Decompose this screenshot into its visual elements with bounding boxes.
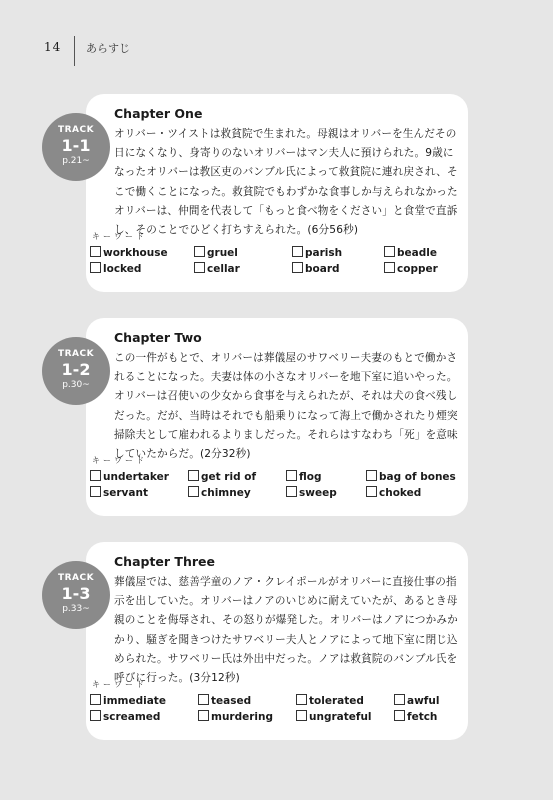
checkbox-icon[interactable] — [384, 262, 395, 273]
keyword-checkbox[interactable]: bag of bones — [366, 470, 456, 483]
track-card-3 — [86, 542, 468, 740]
keyword-checkbox[interactable]: tolerated — [296, 694, 364, 707]
checkbox-icon[interactable] — [394, 710, 405, 721]
checkbox-icon[interactable] — [366, 470, 377, 481]
checkbox-icon[interactable] — [198, 694, 209, 705]
track-card-1 — [86, 94, 468, 292]
header-divider — [74, 36, 75, 66]
checkbox-icon[interactable] — [292, 262, 303, 273]
checkbox-icon[interactable] — [188, 486, 199, 497]
chapter-title: Chapter Three — [114, 554, 215, 569]
keyword-checkbox[interactable]: copper — [384, 262, 438, 275]
checkbox-icon[interactable] — [292, 246, 303, 257]
checkbox-icon[interactable] — [188, 470, 199, 481]
keyword-checkbox[interactable]: board — [292, 262, 340, 275]
page-number: 14 — [44, 40, 62, 54]
checkbox-icon[interactable] — [198, 710, 209, 721]
keyword-checkbox[interactable]: awful — [394, 694, 439, 707]
checkbox-icon[interactable] — [194, 262, 205, 273]
section-title: あらすじ — [86, 42, 130, 55]
checkbox-icon[interactable] — [90, 262, 101, 273]
chapter-summary: この一件がもとで、オリバーは葬儀屋のサワベリー夫妻のもとで働かされることになった。夫妻は体の小さなオリバーを地下室に追いやった。オリバーは召使いの少女から食事を与えられたが、それは犬の食べ残しだった。だが、当時はそれでも船乗りになって海上で働かされたり煙突掃除夫として雇われるよりましだった。それらはすなわち「死」を意味していたからだ。(2分32秒) — [114, 352, 458, 461]
checkbox-icon[interactable] — [296, 694, 307, 705]
keyword-checkbox[interactable]: immediate — [90, 694, 166, 707]
chapter-summary: オリバー・ツイストは救貧院で生まれた。母親はオリバーを生んだその日になくなり、身寄りのないオリバーはマン夫人に預けられた。9歳になったオリバーは教区吏のバンブル氏によって救貧院に連れ戻され、そこで働くことになった。救貧院でもわずかな食事しか与えられなかったオリバーは、仲間を代表して「もっと食べ物をください」と食堂で直訴し、そのことでひどく打ちすえられた。(6分56秒) — [114, 128, 458, 237]
keyword-checkbox[interactable]: beadle — [384, 246, 437, 259]
checkbox-icon[interactable] — [90, 710, 101, 721]
keyword-checkbox[interactable]: sweep — [286, 486, 337, 499]
keyword-checkbox[interactable]: locked — [90, 262, 141, 275]
checkbox-icon[interactable] — [90, 246, 101, 257]
chapter-title: Chapter Two — [114, 330, 202, 345]
checkbox-icon[interactable] — [194, 246, 205, 257]
keyword-label: キーワード — [92, 680, 147, 689]
checkbox-icon[interactable] — [384, 246, 395, 257]
checkbox-icon[interactable] — [90, 694, 101, 705]
track-badge: TRACK 1-3 p.33~ — [42, 561, 110, 629]
keyword-checkbox[interactable]: gruel — [194, 246, 238, 259]
keyword-checkbox[interactable]: get rid of — [188, 470, 256, 483]
keyword-checkbox[interactable]: cellar — [194, 262, 240, 275]
track-badge: TRACK 1-1 p.21~ — [42, 113, 110, 181]
keyword-checkbox[interactable]: choked — [366, 486, 421, 499]
checkbox-icon[interactable] — [90, 470, 101, 481]
checkbox-icon[interactable] — [286, 470, 297, 481]
keyword-checkbox[interactable]: undertaker — [90, 470, 169, 483]
keyword-checkbox[interactable]: fetch — [394, 710, 437, 723]
chapter-summary: 葬儀屋では、慈善学童のノア・クレイポールがオリバーに直接仕事の指示を出していた。オリバーはノアのいじめに耐えていたが、あるとき母親のことを侮辱され、その怒りが爆発した。オリバーはノアにつかみかかり、騒ぎを聞きつけたサワベリー夫人とノアによって地下室に閉じ込められた。サワベリー氏は外出中だった。ノアは救貧院のバンブル氏を呼びに行った。(3分12秒) — [114, 576, 458, 685]
keyword-checkbox[interactable]: workhouse — [90, 246, 168, 259]
keyword-checkbox[interactable]: parish — [292, 246, 342, 259]
checkbox-icon[interactable] — [394, 694, 405, 705]
track-card-2 — [86, 318, 468, 516]
keyword-checkbox[interactable]: servant — [90, 486, 148, 499]
keyword-label: キーワード — [92, 456, 147, 465]
checkbox-icon[interactable] — [296, 710, 307, 721]
checkbox-icon[interactable] — [286, 486, 297, 497]
checkbox-icon[interactable] — [366, 486, 377, 497]
keyword-checkbox[interactable]: screamed — [90, 710, 160, 723]
keyword-checkbox[interactable]: flog — [286, 470, 322, 483]
checkbox-icon[interactable] — [90, 486, 101, 497]
keyword-checkbox[interactable]: chimney — [188, 486, 251, 499]
keyword-checkbox[interactable]: ungrateful — [296, 710, 372, 723]
chapter-title: Chapter One — [114, 106, 203, 121]
track-badge: TRACK 1-2 p.30~ — [42, 337, 110, 405]
keyword-label: キーワード — [92, 232, 147, 241]
page-header — [0, 0, 553, 80]
keyword-checkbox[interactable]: murdering — [198, 710, 273, 723]
keyword-checkbox[interactable]: teased — [198, 694, 251, 707]
